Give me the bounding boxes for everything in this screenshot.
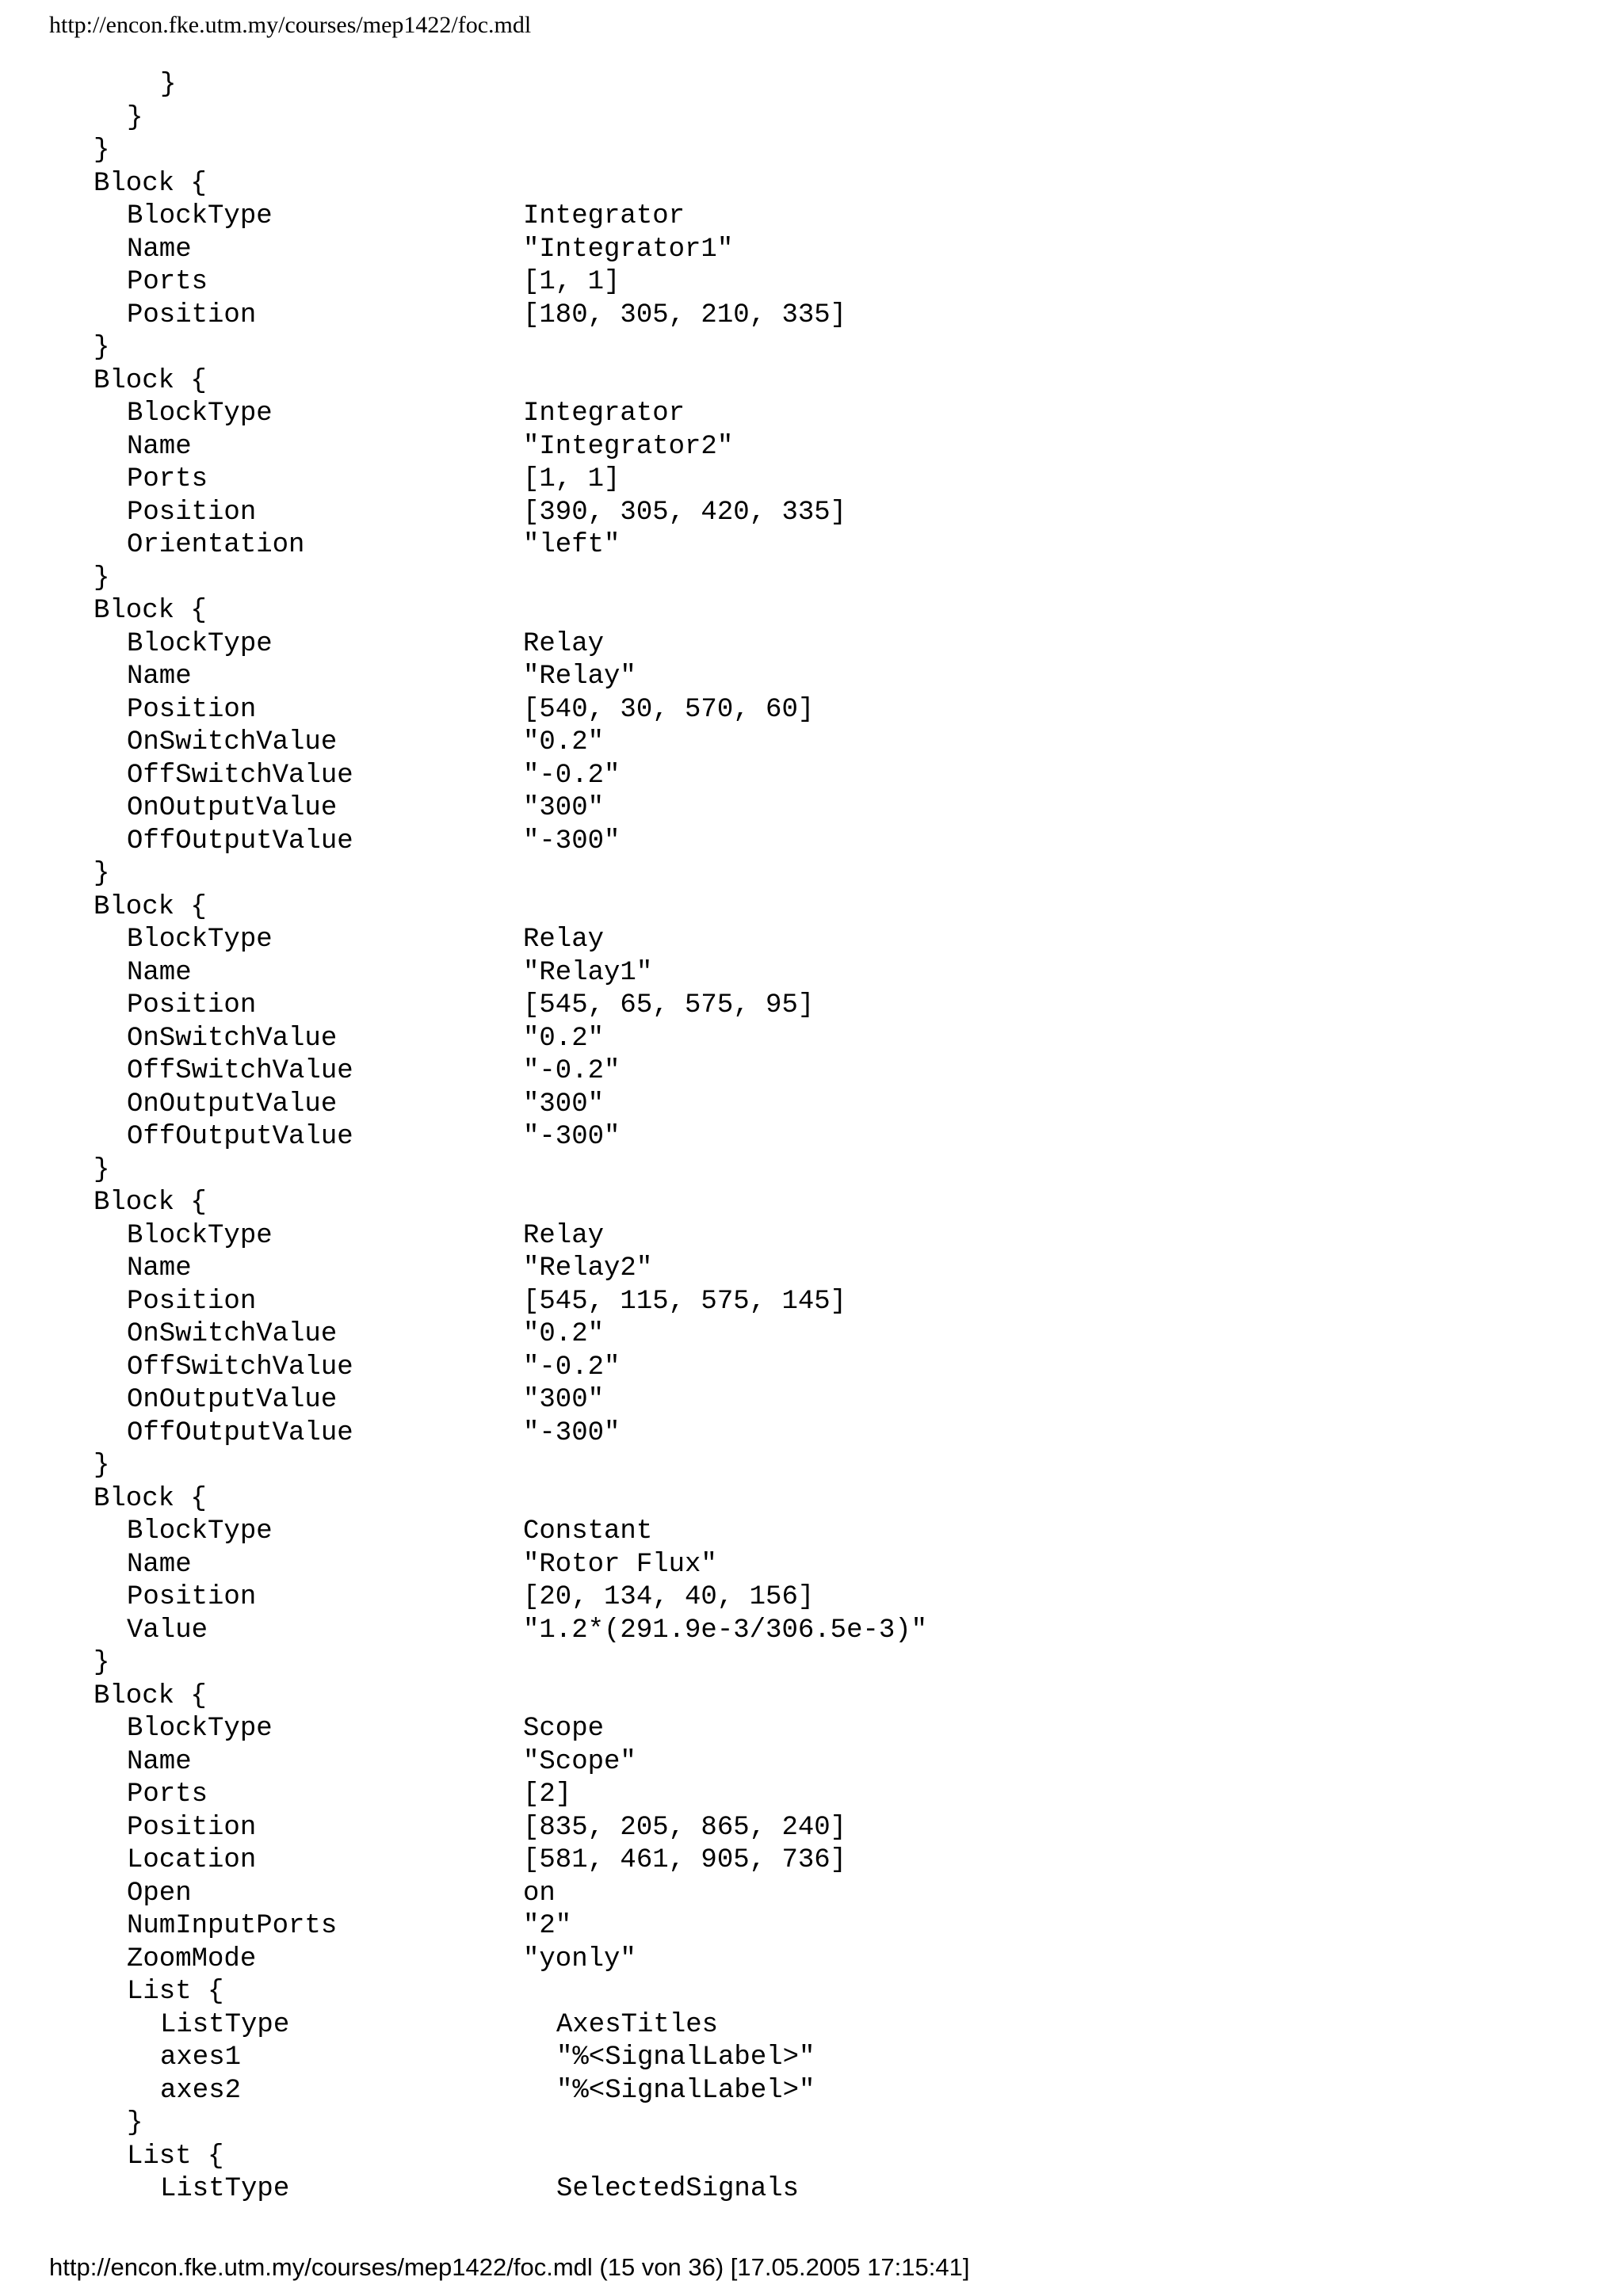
code-key: Position <box>127 497 257 528</box>
code-key: ZoomMode <box>127 1943 257 1974</box>
code-value: "-300" <box>523 1122 621 1152</box>
code-value: Integrator <box>523 399 685 429</box>
code-line <box>0 168 1623 201</box>
code-value: [390, 305, 420, 335] <box>523 497 847 528</box>
code-line <box>0 1154 1623 1188</box>
code-line <box>0 135 1623 168</box>
code-value: "Integrator1" <box>523 234 734 265</box>
code-key: Open <box>127 1878 192 1909</box>
code-key: Position <box>127 1812 257 1843</box>
code-key: Position <box>127 990 257 1020</box>
code-structure: } <box>127 2108 143 2138</box>
code-line <box>0 1318 1623 1352</box>
code-value: AxesTitles <box>556 2009 719 2040</box>
code-line <box>0 1417 1623 1451</box>
code-value: Relay <box>523 1220 605 1251</box>
code-value: "Rotor Flux" <box>523 1549 717 1580</box>
code-value: Relay <box>523 628 605 659</box>
code-structure: } <box>94 135 110 166</box>
code-value: "-300" <box>523 1417 621 1448</box>
code-line <box>0 1581 1623 1615</box>
code-key: Name <box>127 662 192 692</box>
code-key: Name <box>127 1253 192 1283</box>
code-value: [581, 461, 905, 736] <box>523 1845 847 1875</box>
code-line <box>0 1910 1623 1943</box>
code-key: Position <box>127 694 257 725</box>
code-line <box>0 2009 1623 2042</box>
code-line <box>0 234 1623 267</box>
code-line <box>0 1812 1623 1845</box>
code-key: Position <box>127 299 257 330</box>
code-value: "yonly" <box>523 1943 636 1974</box>
code-line <box>0 826 1623 859</box>
code-line <box>0 661 1623 694</box>
code-line <box>0 2141 1623 2174</box>
code-value: "left" <box>523 530 621 560</box>
code-structure: Block { <box>94 1483 207 1514</box>
code-line <box>0 727 1623 760</box>
code-line <box>0 2107 1623 2141</box>
code-line <box>0 1844 1623 1878</box>
code-line <box>0 431 1623 464</box>
code-line <box>0 563 1623 596</box>
code-value: [20, 134, 40, 156] <box>523 1582 815 1612</box>
code-line <box>0 1746 1623 1779</box>
code-key: axes2 <box>160 2075 242 2106</box>
code-line <box>0 332 1623 365</box>
code-key: OffSwitchValue <box>127 1056 353 1086</box>
code-structure: } <box>94 859 110 889</box>
code-structure: Block { <box>94 168 207 199</box>
code-key: OnOutputValue <box>127 1089 338 1119</box>
code-structure: } <box>94 333 110 363</box>
code-value: [545, 65, 575, 95] <box>523 990 815 1020</box>
code-value: "Scope" <box>523 1746 636 1777</box>
code-key: BlockType <box>127 1516 273 1547</box>
code-structure: Block { <box>94 365 207 396</box>
code-key: BlockType <box>127 628 273 659</box>
code-key: BlockType <box>127 925 273 955</box>
code-key: Ports <box>127 1779 208 1810</box>
code-structure: List { <box>127 2141 224 2172</box>
code-line <box>0 760 1623 793</box>
code-line <box>0 1352 1623 1385</box>
code-value: [540, 30, 570, 60] <box>523 694 815 725</box>
code-line <box>0 990 1623 1023</box>
code-line <box>0 694 1623 727</box>
code-key: OnOutputValue <box>127 793 338 823</box>
code-line <box>0 102 1623 135</box>
code-value: "0.2" <box>523 727 605 757</box>
code-key: Orientation <box>127 530 305 560</box>
code-value: [1, 1] <box>523 464 621 494</box>
code-line <box>0 858 1623 891</box>
code-value: "1.2*(291.9e-3/306.5e-3)" <box>523 1615 928 1646</box>
code-key: ListType <box>160 2009 290 2040</box>
code-line <box>0 365 1623 399</box>
code-structure: List { <box>127 1977 224 2007</box>
page-footer-url: http://encon.fke.utm.my/courses/mep1422/foc.mdl (15 von 36) [17.05.2005 17:15:41] <box>49 2253 970 2281</box>
code-value: "-0.2" <box>523 1352 621 1383</box>
code-structure: Block { <box>94 596 207 626</box>
code-key: Name <box>127 957 192 988</box>
code-value: "Relay" <box>523 662 636 692</box>
code-line <box>0 69 1623 102</box>
code-value: "0.2" <box>523 1319 605 1349</box>
code-value: [2] <box>523 1779 572 1810</box>
code-line <box>0 628 1623 662</box>
code-key: OffOutputValue <box>127 826 353 856</box>
code-key: OffOutputValue <box>127 1417 353 1448</box>
code-key: Name <box>127 1746 192 1777</box>
code-line <box>0 200 1623 234</box>
code-key: OffOutputValue <box>127 1122 353 1152</box>
code-key: OnSwitchValue <box>127 1023 338 1054</box>
code-line <box>0 1089 1623 1122</box>
code-key: Value <box>127 1615 208 1646</box>
code-key: Position <box>127 1582 257 1612</box>
code-structure: } <box>94 563 110 593</box>
code-structure: } <box>94 1648 110 1678</box>
code-value: Constant <box>523 1516 653 1547</box>
code-structure: } <box>127 102 143 133</box>
code-line <box>0 1483 1623 1516</box>
code-line <box>0 924 1623 957</box>
code-line <box>0 1943 1623 1977</box>
code-line <box>0 2075 1623 2108</box>
code-line <box>0 1187 1623 1220</box>
code-value: "300" <box>523 1385 605 1415</box>
code-key: OnSwitchValue <box>127 727 338 757</box>
code-key: BlockType <box>127 201 273 231</box>
code-key: Ports <box>127 267 208 297</box>
code-line <box>0 1023 1623 1056</box>
code-key: NumInputPorts <box>127 1911 338 1941</box>
code-line <box>0 1878 1623 1911</box>
code-line <box>0 891 1623 925</box>
code-line <box>0 1516 1623 1549</box>
code-listing <box>0 69 1623 2206</box>
code-value: [545, 115, 575, 145] <box>523 1286 847 1317</box>
code-line <box>0 1647 1623 1680</box>
code-line <box>0 1549 1623 1582</box>
code-value: "0.2" <box>523 1023 605 1054</box>
code-line <box>0 1779 1623 1812</box>
code-line <box>0 1253 1623 1286</box>
code-line <box>0 595 1623 628</box>
code-key: Name <box>127 1549 192 1580</box>
code-value: "-0.2" <box>523 760 621 791</box>
code-line <box>0 1615 1623 1648</box>
code-value: Relay <box>523 925 605 955</box>
code-line <box>0 792 1623 826</box>
code-line <box>0 398 1623 431</box>
code-key: BlockType <box>127 1714 273 1744</box>
code-value: Integrator <box>523 201 685 231</box>
code-value: [180, 305, 210, 335] <box>523 299 847 330</box>
code-structure: } <box>160 70 177 100</box>
code-line <box>0 1976 1623 2009</box>
code-line <box>0 1680 1623 1714</box>
code-key: Ports <box>127 464 208 494</box>
code-line <box>0 497 1623 530</box>
code-key: Name <box>127 234 192 265</box>
code-value: "-300" <box>523 826 621 856</box>
code-line <box>0 957 1623 990</box>
code-key: OffSwitchValue <box>127 1352 353 1383</box>
code-key: Location <box>127 1845 257 1875</box>
page-header-url: http://encon.fke.utm.my/courses/mep1422/foc.mdl <box>49 12 532 38</box>
code-value: [1, 1] <box>523 267 621 297</box>
code-value: "%<SignalLabel>" <box>556 2042 815 2073</box>
code-value: "300" <box>523 1089 605 1119</box>
code-key: BlockType <box>127 1220 273 1251</box>
code-line <box>0 1286 1623 1319</box>
code-value: "Relay1" <box>523 957 653 988</box>
code-line <box>0 1055 1623 1089</box>
code-line <box>0 299 1623 333</box>
code-line <box>0 1384 1623 1417</box>
code-value: "%<SignalLabel>" <box>556 2075 815 2106</box>
code-value: "-0.2" <box>523 1056 621 1086</box>
code-line <box>0 1450 1623 1483</box>
code-line <box>0 529 1623 563</box>
code-value: SelectedSignals <box>556 2174 800 2204</box>
code-key: axes1 <box>160 2042 242 2073</box>
code-line <box>0 2042 1623 2075</box>
code-value: "Integrator2" <box>523 431 734 462</box>
code-key: Position <box>127 1286 257 1317</box>
code-value: [835, 205, 865, 240] <box>523 1812 847 1843</box>
code-line <box>0 1713 1623 1746</box>
code-line <box>0 266 1623 299</box>
code-structure: } <box>94 1451 110 1481</box>
code-value: "Relay2" <box>523 1253 653 1283</box>
code-key: Name <box>127 431 192 462</box>
code-line <box>0 1220 1623 1253</box>
code-structure: Block { <box>94 891 207 922</box>
code-value: Scope <box>523 1714 605 1744</box>
code-structure: } <box>94 1154 110 1185</box>
code-line <box>0 463 1623 497</box>
code-key: OnOutputValue <box>127 1385 338 1415</box>
code-key: OnSwitchValue <box>127 1319 338 1349</box>
code-key: BlockType <box>127 399 273 429</box>
code-structure: Block { <box>94 1680 207 1711</box>
code-key: OffSwitchValue <box>127 760 353 791</box>
code-line <box>0 2173 1623 2206</box>
code-structure: Block { <box>94 1188 207 1218</box>
code-line <box>0 1121 1623 1154</box>
code-key: ListType <box>160 2174 290 2204</box>
code-value: "2" <box>523 1911 572 1941</box>
code-value: on <box>523 1878 556 1909</box>
code-value: "300" <box>523 793 605 823</box>
